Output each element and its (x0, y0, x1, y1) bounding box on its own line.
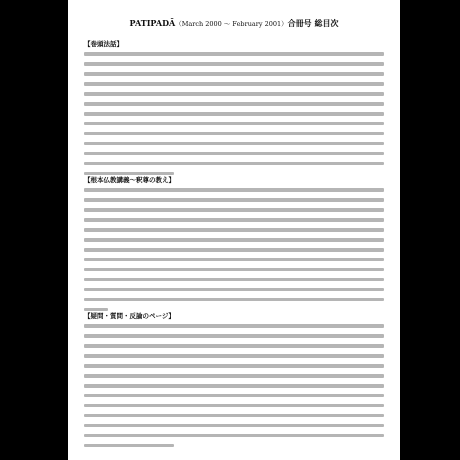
text-line (84, 324, 384, 328)
text-line (84, 152, 384, 156)
text-line (84, 218, 384, 222)
text-line (84, 248, 384, 252)
section-body (84, 52, 384, 175)
text-line (84, 354, 384, 358)
text-line (84, 162, 384, 166)
text-line (84, 278, 384, 282)
section-questions (84, 312, 384, 454)
section-buddhism-lectures (84, 176, 384, 318)
text-line (84, 424, 384, 428)
section-heading: 【疑問・質問・反論のページ】 (84, 312, 175, 320)
section-heading: 【根本仏教講義〜釈尊の教え】 (84, 176, 175, 184)
text-line (84, 72, 384, 76)
text-line (84, 404, 384, 408)
text-line (84, 444, 174, 448)
text-line (84, 414, 384, 418)
text-line (84, 172, 174, 176)
text-line (84, 364, 384, 368)
text-line (84, 122, 384, 126)
title-issue-label: 合冊号 総目次 (287, 18, 339, 28)
text-line (84, 198, 384, 202)
text-line (84, 334, 384, 338)
text-line (84, 258, 384, 262)
text-line (84, 62, 384, 66)
section-heading: 【巻頭法話】 (84, 40, 123, 48)
text-line (84, 238, 384, 242)
text-line (84, 112, 384, 116)
text-line (84, 92, 384, 96)
section-body (84, 324, 384, 447)
text-line (84, 132, 384, 136)
text-line (84, 298, 384, 302)
index-sheet (68, 0, 400, 460)
text-line (84, 142, 384, 146)
text-line (84, 344, 384, 348)
text-line (84, 394, 384, 398)
text-line (84, 374, 384, 378)
text-line (84, 288, 384, 292)
title-date-range: （March 2000 〜 February 2001） (175, 20, 288, 28)
text-line (84, 82, 384, 86)
text-line (84, 228, 384, 232)
text-line (84, 52, 384, 56)
text-line (84, 434, 384, 438)
title-main: PATIPADĀ (129, 18, 176, 28)
page-title (68, 18, 400, 29)
text-line (84, 308, 108, 312)
text-line (84, 208, 384, 212)
text-line (84, 384, 384, 388)
text-line (84, 268, 384, 272)
text-line (84, 102, 384, 106)
section-body (84, 188, 384, 311)
section-opening-sermons (84, 40, 384, 182)
text-line (84, 188, 384, 192)
